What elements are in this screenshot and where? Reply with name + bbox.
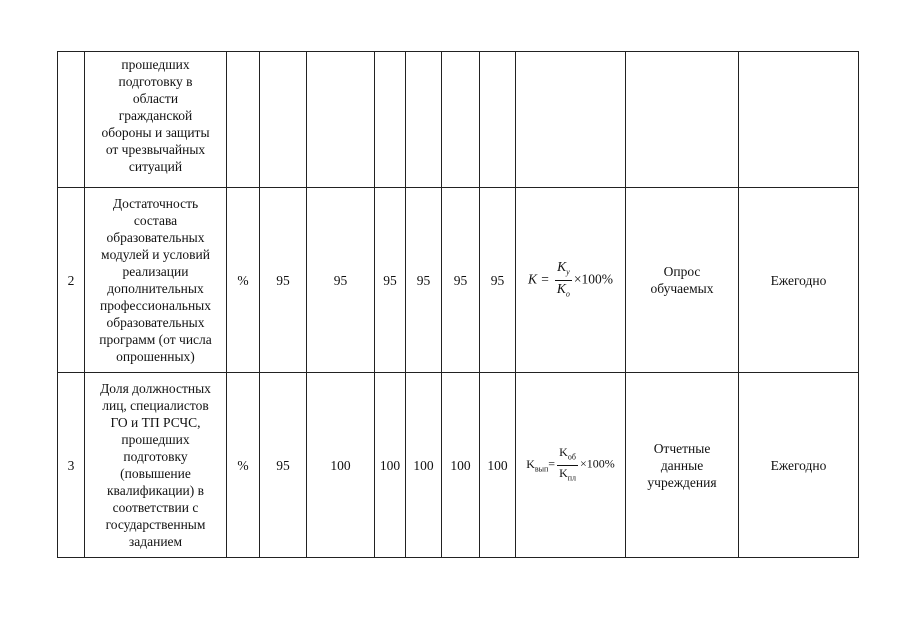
formula-fraction (557, 445, 578, 485)
value-cell (480, 52, 516, 188)
value-cell: 100 (406, 373, 442, 558)
value-cell: 95 (260, 188, 307, 373)
indicator-name: прошедших подготовку в области гражданской обороны и защиты от чрезвычайных ситуаций (85, 52, 227, 188)
formula-denominator: $K_о$ (556, 280, 570, 299)
method-cell (626, 52, 739, 188)
value-cell: 95 (442, 188, 480, 373)
row-number: 2 (58, 188, 85, 373)
table-row (58, 373, 859, 558)
value-cell (442, 52, 480, 188)
indicator-name: Доля должностных лиц, специалистов ГО и ТП РСЧС, прошедших подготовку (повышение квалификации) в соответствии с государственным заданием (85, 373, 227, 558)
value-cell (260, 52, 307, 188)
formula-cell (516, 373, 626, 558)
unit-cell: % (227, 373, 260, 558)
row-number (58, 52, 85, 188)
value-cell: 95 (260, 373, 307, 558)
value-cell (375, 52, 406, 188)
value-cell: 100 (480, 373, 516, 558)
indicators-table (57, 51, 859, 558)
formula-tail: ×100% (580, 456, 615, 471)
method-cell: Опрос обучаемых (626, 188, 739, 373)
indicator-name: Достаточность состава образовательных модулей и условий реализации дополнительных профессиональных образовательных программ (от числа опрошенных) (85, 188, 227, 373)
period-cell (739, 52, 859, 188)
period-cell: Ежегодно (739, 373, 859, 558)
formula-lhs: K = (528, 271, 550, 287)
method-cell: Отчетные данные учреждения (626, 373, 739, 558)
value-cell: 100 (442, 373, 480, 558)
table-row (58, 52, 859, 188)
formula-cell (516, 188, 626, 373)
formula-tail: ×100% (573, 271, 613, 287)
formula-numerator: $K_{об}$ (557, 445, 578, 465)
formula-denominator: $K_{пл}$ (559, 465, 577, 482)
row-number: 3 (58, 373, 85, 558)
value-cell: 100 (307, 373, 375, 558)
value-cell: 95 (375, 188, 406, 373)
period-cell: Ежегодно (739, 188, 859, 373)
formula-fraction (555, 259, 572, 301)
formula-cell (516, 52, 626, 188)
formula-numerator: $K_у$ (555, 259, 572, 281)
value-cell: 95 (307, 188, 375, 373)
unit-cell: % (227, 188, 260, 373)
value-cell: 100 (375, 373, 406, 558)
value-cell: 95 (406, 188, 442, 373)
value-cell (307, 52, 375, 188)
formula-equals: = (548, 456, 556, 471)
formula-lhs: $K_{вып}$ (526, 456, 549, 474)
value-cell: 95 (480, 188, 516, 373)
table-row (58, 188, 859, 373)
unit-cell (227, 52, 260, 188)
value-cell (406, 52, 442, 188)
